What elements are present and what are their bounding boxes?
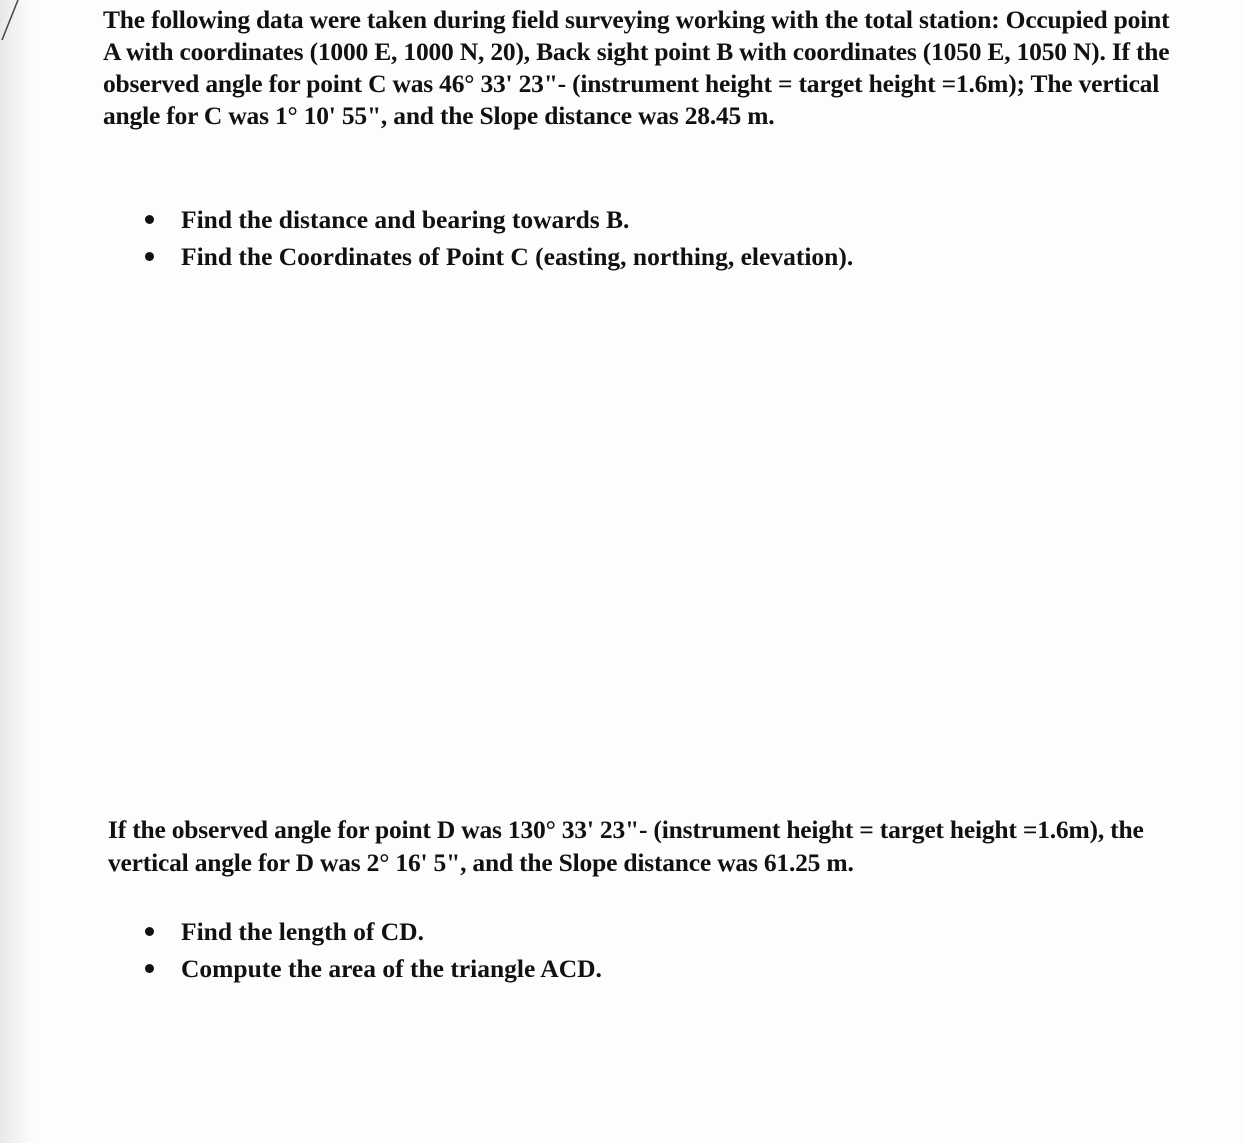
task-text: Find the Coordinates of Point C (easting, northing, elevation).	[181, 242, 854, 271]
task-list-part-1	[145, 201, 853, 275]
task-item	[145, 913, 602, 950]
bullet-icon	[145, 215, 154, 224]
task-text: Compute the area of the triangle ACD.	[181, 954, 602, 983]
task-item	[145, 201, 853, 238]
task-item	[145, 238, 853, 275]
bullet-icon	[145, 964, 154, 973]
task-text: Find the length of CD.	[181, 917, 424, 946]
bullet-icon	[145, 927, 154, 936]
problem-statement-part-2: If the observed angle for point D was 130° 33' 23"- (instrument height = target height =1.6m), the vertical angle for D was 2° 16' 5", and the Slope distance was 61.25 m.	[108, 815, 1144, 877]
task-item	[145, 950, 602, 987]
task-list-part-2	[145, 913, 602, 987]
task-text: Find the distance and bearing towards B.	[181, 205, 630, 234]
bullet-icon	[145, 252, 154, 261]
problem-statement-part-1: The following data were taken during field surveying working with the total station: Occupied point A with coordinates (1000 E, 1000 N, 20), Back sight point B with coordinates (1050 E, 1050 N). If the observed angle for point C was 46° 33' 23"- (instrument height = target height =1.6m); The vertical angle for C was 1° 10' 55", and the Slope distance was 28.45 m.	[103, 5, 1170, 130]
page-edge-shadow	[0, 0, 40, 1143]
